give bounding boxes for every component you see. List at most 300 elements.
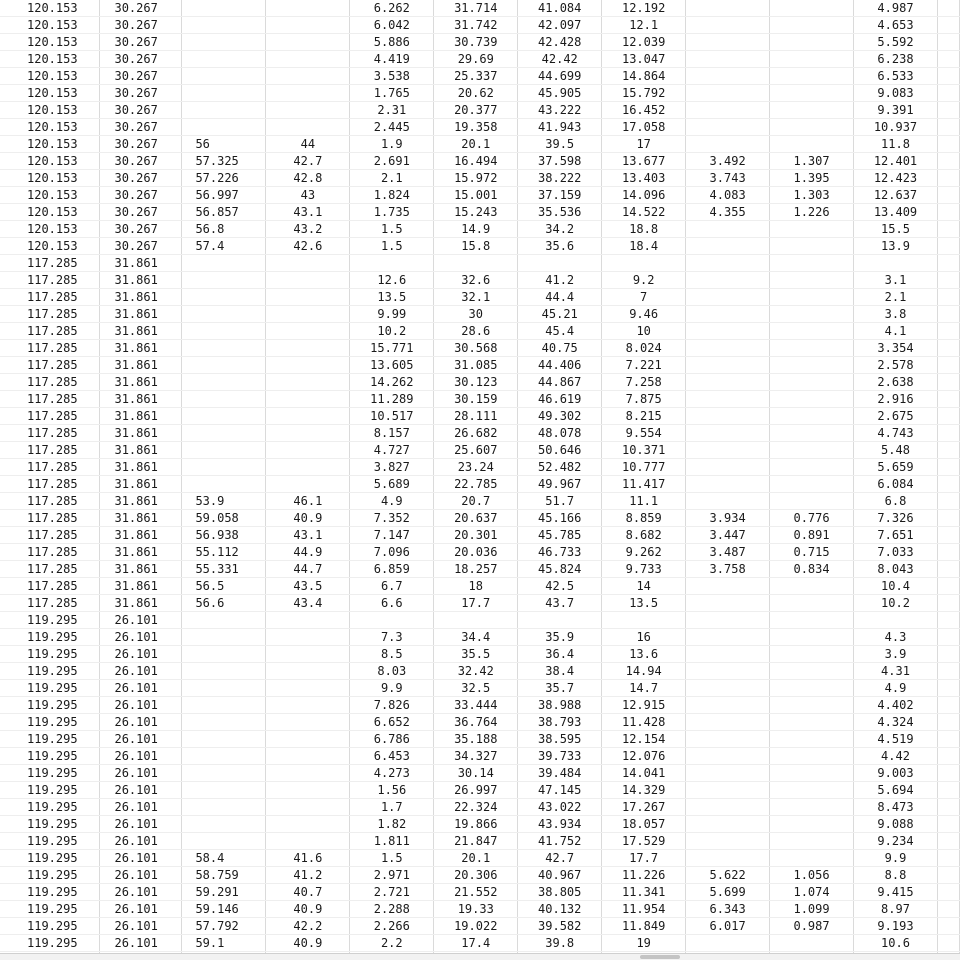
- table-cell[interactable]: [770, 85, 854, 102]
- table-cell[interactable]: [182, 799, 266, 816]
- table-cell[interactable]: [770, 51, 854, 68]
- table-cell[interactable]: 30.267: [100, 187, 182, 204]
- table-cell[interactable]: 44.867: [518, 374, 602, 391]
- table-cell[interactable]: 11.417: [602, 476, 686, 493]
- table-cell[interactable]: [937, 561, 959, 578]
- table-cell[interactable]: 26.101: [100, 765, 182, 782]
- table-cell[interactable]: 1.395: [770, 170, 854, 187]
- table-cell[interactable]: [937, 833, 959, 850]
- table-cell[interactable]: [266, 68, 350, 85]
- table-cell[interactable]: [182, 340, 266, 357]
- table-cell[interactable]: [518, 255, 602, 272]
- table-cell[interactable]: [937, 510, 959, 527]
- table-cell[interactable]: 9.083: [854, 85, 938, 102]
- table-cell[interactable]: 31.861: [100, 323, 182, 340]
- table-cell[interactable]: 4.355: [686, 204, 770, 221]
- table-cell[interactable]: 20.301: [434, 527, 518, 544]
- table-cell[interactable]: [686, 799, 770, 816]
- table-cell[interactable]: 3.492: [686, 153, 770, 170]
- table-cell[interactable]: 14: [602, 578, 686, 595]
- table-cell[interactable]: [937, 493, 959, 510]
- table-cell[interactable]: 31.861: [100, 459, 182, 476]
- table-cell[interactable]: 28.111: [434, 408, 518, 425]
- table-cell[interactable]: 26.101: [100, 680, 182, 697]
- table-cell[interactable]: [686, 765, 770, 782]
- table-cell[interactable]: [266, 51, 350, 68]
- table-cell[interactable]: 6.8: [854, 493, 938, 510]
- table-cell[interactable]: [182, 51, 266, 68]
- table-cell[interactable]: 14.041: [602, 765, 686, 782]
- table-cell[interactable]: 29.69: [434, 51, 518, 68]
- table-cell[interactable]: 120.153: [0, 102, 100, 119]
- table-cell[interactable]: [182, 816, 266, 833]
- table-cell[interactable]: 56.6: [182, 595, 266, 612]
- table-cell[interactable]: 117.285: [0, 442, 100, 459]
- table-cell[interactable]: [937, 697, 959, 714]
- table-cell[interactable]: 44.699: [518, 68, 602, 85]
- table-cell[interactable]: 38.793: [518, 714, 602, 731]
- table-cell[interactable]: [182, 612, 266, 629]
- table-cell[interactable]: [854, 255, 938, 272]
- table-cell[interactable]: [937, 255, 959, 272]
- table-cell[interactable]: 3.8: [854, 306, 938, 323]
- table-cell[interactable]: [182, 697, 266, 714]
- table-cell[interactable]: 4.42: [854, 748, 938, 765]
- table-cell[interactable]: 35.536: [518, 204, 602, 221]
- table-cell[interactable]: [686, 102, 770, 119]
- table-cell[interactable]: 39.5: [518, 136, 602, 153]
- table-cell[interactable]: [266, 340, 350, 357]
- table-cell[interactable]: 40.7: [266, 884, 350, 901]
- table-cell[interactable]: 20.637: [434, 510, 518, 527]
- table-cell[interactable]: [686, 493, 770, 510]
- table-cell[interactable]: 19: [602, 935, 686, 952]
- table-cell[interactable]: [937, 442, 959, 459]
- table-cell[interactable]: 37.159: [518, 187, 602, 204]
- table-cell[interactable]: 20.62: [434, 85, 518, 102]
- table-cell[interactable]: 9.99: [350, 306, 434, 323]
- table-cell[interactable]: 7.326: [854, 510, 938, 527]
- table-cell[interactable]: 1.099: [770, 901, 854, 918]
- table-cell[interactable]: 26.101: [100, 918, 182, 935]
- table-cell[interactable]: 30.267: [100, 51, 182, 68]
- table-cell[interactable]: [182, 374, 266, 391]
- table-cell[interactable]: [937, 238, 959, 255]
- table-cell[interactable]: 26.101: [100, 731, 182, 748]
- table-cell[interactable]: 30.267: [100, 153, 182, 170]
- table-cell[interactable]: 1.307: [770, 153, 854, 170]
- table-cell[interactable]: 25.607: [434, 442, 518, 459]
- table-cell[interactable]: 14.262: [350, 374, 434, 391]
- table-cell[interactable]: 117.285: [0, 510, 100, 527]
- table-cell[interactable]: [182, 629, 266, 646]
- table-cell[interactable]: 45.4: [518, 323, 602, 340]
- table-cell[interactable]: 38.222: [518, 170, 602, 187]
- table-cell[interactable]: 6.343: [686, 901, 770, 918]
- table-cell[interactable]: 19.022: [434, 918, 518, 935]
- table-cell[interactable]: [266, 374, 350, 391]
- table-cell[interactable]: [686, 306, 770, 323]
- table-cell[interactable]: [770, 442, 854, 459]
- table-cell[interactable]: 117.285: [0, 578, 100, 595]
- table-cell[interactable]: [686, 425, 770, 442]
- table-cell[interactable]: 43.934: [518, 816, 602, 833]
- table-cell[interactable]: [770, 289, 854, 306]
- table-cell[interactable]: 26.101: [100, 748, 182, 765]
- table-cell[interactable]: 14.864: [602, 68, 686, 85]
- table-cell[interactable]: [686, 476, 770, 493]
- table-cell[interactable]: [266, 408, 350, 425]
- table-cell[interactable]: 15.5: [854, 221, 938, 238]
- table-cell[interactable]: [937, 153, 959, 170]
- table-cell[interactable]: 40.132: [518, 901, 602, 918]
- table-cell[interactable]: 1.7: [350, 799, 434, 816]
- table-cell[interactable]: [937, 629, 959, 646]
- table-cell[interactable]: 31.861: [100, 306, 182, 323]
- table-cell[interactable]: [686, 119, 770, 136]
- table-cell[interactable]: [266, 255, 350, 272]
- table-cell[interactable]: 30.267: [100, 68, 182, 85]
- table-cell[interactable]: 30.267: [100, 102, 182, 119]
- table-cell[interactable]: 45.785: [518, 527, 602, 544]
- table-cell[interactable]: [686, 714, 770, 731]
- table-cell[interactable]: 40.9: [266, 901, 350, 918]
- table-cell[interactable]: 19.33: [434, 901, 518, 918]
- table-cell[interactable]: [937, 867, 959, 884]
- table-cell[interactable]: [770, 833, 854, 850]
- table-cell[interactable]: 13.677: [602, 153, 686, 170]
- table-cell[interactable]: 30.267: [100, 221, 182, 238]
- table-cell[interactable]: [182, 68, 266, 85]
- table-cell[interactable]: 44: [266, 136, 350, 153]
- table-cell[interactable]: 120.153: [0, 17, 100, 34]
- table-cell[interactable]: 34.4: [434, 629, 518, 646]
- table-cell[interactable]: 39.8: [518, 935, 602, 952]
- table-cell[interactable]: 31.085: [434, 357, 518, 374]
- table-cell[interactable]: 9.193: [854, 918, 938, 935]
- table-cell[interactable]: 31.861: [100, 391, 182, 408]
- table-cell[interactable]: 3.1: [854, 272, 938, 289]
- table-cell[interactable]: 12.1: [602, 17, 686, 34]
- table-cell[interactable]: [266, 17, 350, 34]
- table-cell[interactable]: [686, 255, 770, 272]
- table-cell[interactable]: 11.428: [602, 714, 686, 731]
- table-cell[interactable]: 49.967: [518, 476, 602, 493]
- table-cell[interactable]: [686, 731, 770, 748]
- table-cell[interactable]: 7.352: [350, 510, 434, 527]
- table-cell[interactable]: 16.452: [602, 102, 686, 119]
- table-cell[interactable]: 39.582: [518, 918, 602, 935]
- table-cell[interactable]: 120.153: [0, 0, 100, 17]
- table-cell[interactable]: 117.285: [0, 561, 100, 578]
- table-cell[interactable]: 23.24: [434, 459, 518, 476]
- table-cell[interactable]: 117.285: [0, 493, 100, 510]
- table-cell[interactable]: [770, 238, 854, 255]
- table-cell[interactable]: 38.988: [518, 697, 602, 714]
- table-cell[interactable]: 20.306: [434, 867, 518, 884]
- table-cell[interactable]: 8.473: [854, 799, 938, 816]
- table-cell[interactable]: [266, 629, 350, 646]
- table-cell[interactable]: [937, 612, 959, 629]
- table-cell[interactable]: [770, 119, 854, 136]
- table-cell[interactable]: 117.285: [0, 408, 100, 425]
- table-cell[interactable]: 16: [602, 629, 686, 646]
- table-cell[interactable]: 31.861: [100, 425, 182, 442]
- table-cell[interactable]: 46.733: [518, 544, 602, 561]
- table-cell[interactable]: [686, 0, 770, 17]
- table-cell[interactable]: [937, 357, 959, 374]
- table-cell[interactable]: 13.5: [350, 289, 434, 306]
- table-cell[interactable]: 12.423: [854, 170, 938, 187]
- table-cell[interactable]: [770, 255, 854, 272]
- table-cell[interactable]: 9.088: [854, 816, 938, 833]
- table-cell[interactable]: 42.8: [266, 170, 350, 187]
- table-cell[interactable]: [686, 238, 770, 255]
- table-cell[interactable]: [686, 272, 770, 289]
- table-cell[interactable]: [937, 323, 959, 340]
- table-cell[interactable]: 0.715: [770, 544, 854, 561]
- table-cell[interactable]: 26.101: [100, 697, 182, 714]
- table-cell[interactable]: 0.834: [770, 561, 854, 578]
- table-cell[interactable]: 41.2: [266, 867, 350, 884]
- table-cell[interactable]: [937, 306, 959, 323]
- table-cell[interactable]: 31.861: [100, 493, 182, 510]
- table-cell[interactable]: 13.047: [602, 51, 686, 68]
- table-cell[interactable]: [182, 833, 266, 850]
- table-cell[interactable]: 0.776: [770, 510, 854, 527]
- table-cell[interactable]: [182, 748, 266, 765]
- table-cell[interactable]: 12.915: [602, 697, 686, 714]
- table-cell[interactable]: [937, 272, 959, 289]
- table-cell[interactable]: 8.8: [854, 867, 938, 884]
- table-cell[interactable]: [770, 799, 854, 816]
- table-cell[interactable]: 12.076: [602, 748, 686, 765]
- table-cell[interactable]: 119.295: [0, 680, 100, 697]
- table-cell[interactable]: 11.849: [602, 918, 686, 935]
- table-cell[interactable]: 59.146: [182, 901, 266, 918]
- table-cell[interactable]: 14.7: [602, 680, 686, 697]
- table-cell[interactable]: 11.8: [854, 136, 938, 153]
- table-cell[interactable]: [937, 714, 959, 731]
- table-cell[interactable]: 38.805: [518, 884, 602, 901]
- table-cell[interactable]: 4.653: [854, 17, 938, 34]
- table-cell[interactable]: 117.285: [0, 391, 100, 408]
- table-cell[interactable]: [266, 646, 350, 663]
- table-cell[interactable]: 117.285: [0, 425, 100, 442]
- table-cell[interactable]: [854, 612, 938, 629]
- table-cell[interactable]: 57.4: [182, 238, 266, 255]
- scrollbar-thumb[interactable]: [640, 955, 680, 959]
- table-cell[interactable]: [937, 85, 959, 102]
- table-cell[interactable]: 26.101: [100, 833, 182, 850]
- table-cell[interactable]: 0.987: [770, 918, 854, 935]
- table-cell[interactable]: 31.861: [100, 544, 182, 561]
- table-cell[interactable]: 57.226: [182, 170, 266, 187]
- table-cell[interactable]: 9.391: [854, 102, 938, 119]
- table-cell[interactable]: 30.267: [100, 170, 182, 187]
- table-cell[interactable]: [182, 0, 266, 17]
- table-cell[interactable]: 15.972: [434, 170, 518, 187]
- table-cell[interactable]: 49.302: [518, 408, 602, 425]
- table-cell[interactable]: 13.605: [350, 357, 434, 374]
- table-cell[interactable]: [937, 391, 959, 408]
- table-cell[interactable]: 9.46: [602, 306, 686, 323]
- table-cell[interactable]: 2.2: [350, 935, 434, 952]
- table-cell[interactable]: 44.9: [266, 544, 350, 561]
- table-cell[interactable]: 6.084: [854, 476, 938, 493]
- table-cell[interactable]: 2.445: [350, 119, 434, 136]
- table-cell[interactable]: 3.827: [350, 459, 434, 476]
- table-cell[interactable]: [266, 85, 350, 102]
- table-cell[interactable]: 120.153: [0, 170, 100, 187]
- table-cell[interactable]: 53.9: [182, 493, 266, 510]
- table-cell[interactable]: 22.324: [434, 799, 518, 816]
- table-cell[interactable]: [266, 289, 350, 306]
- table-cell[interactable]: [937, 731, 959, 748]
- table-cell[interactable]: 26.101: [100, 714, 182, 731]
- table-cell[interactable]: 43.2: [266, 221, 350, 238]
- table-cell[interactable]: 11.341: [602, 884, 686, 901]
- table-cell[interactable]: 4.419: [350, 51, 434, 68]
- table-cell[interactable]: 42.7: [518, 850, 602, 867]
- table-cell[interactable]: 8.859: [602, 510, 686, 527]
- table-cell[interactable]: [182, 476, 266, 493]
- table-cell[interactable]: [686, 391, 770, 408]
- table-cell[interactable]: 18.4: [602, 238, 686, 255]
- table-cell[interactable]: [602, 255, 686, 272]
- table-cell[interactable]: 57.792: [182, 918, 266, 935]
- table-cell[interactable]: 35.6: [518, 238, 602, 255]
- table-cell[interactable]: 6.6: [350, 595, 434, 612]
- table-cell[interactable]: 2.1: [350, 170, 434, 187]
- table-cell[interactable]: [182, 272, 266, 289]
- table-cell[interactable]: 6.262: [350, 0, 434, 17]
- table-cell[interactable]: 4.9: [350, 493, 434, 510]
- table-cell[interactable]: 30.267: [100, 34, 182, 51]
- table-cell[interactable]: [937, 187, 959, 204]
- table-cell[interactable]: [770, 816, 854, 833]
- table-cell[interactable]: 10.2: [350, 323, 434, 340]
- table-cell[interactable]: 19.358: [434, 119, 518, 136]
- table-cell[interactable]: 9.733: [602, 561, 686, 578]
- table-cell[interactable]: [686, 816, 770, 833]
- table-cell[interactable]: 59.058: [182, 510, 266, 527]
- table-cell[interactable]: 31.861: [100, 595, 182, 612]
- table-cell[interactable]: [686, 459, 770, 476]
- table-cell[interactable]: 34.2: [518, 221, 602, 238]
- table-cell[interactable]: 6.7: [350, 578, 434, 595]
- table-cell[interactable]: [770, 34, 854, 51]
- table-cell[interactable]: 44.406: [518, 357, 602, 374]
- table-cell[interactable]: [266, 459, 350, 476]
- table-cell[interactable]: [266, 680, 350, 697]
- table-cell[interactable]: [686, 68, 770, 85]
- table-cell[interactable]: 1.82: [350, 816, 434, 833]
- table-cell[interactable]: [266, 0, 350, 17]
- table-cell[interactable]: [182, 323, 266, 340]
- table-cell[interactable]: 56.997: [182, 187, 266, 204]
- table-cell[interactable]: [182, 255, 266, 272]
- table-cell[interactable]: [182, 357, 266, 374]
- table-cell[interactable]: 1.56: [350, 782, 434, 799]
- table-cell[interactable]: 26.101: [100, 935, 182, 952]
- table-cell[interactable]: 8.024: [602, 340, 686, 357]
- table-cell[interactable]: [937, 289, 959, 306]
- table-cell[interactable]: 18.057: [602, 816, 686, 833]
- table-cell[interactable]: 38.595: [518, 731, 602, 748]
- table-cell[interactable]: [266, 782, 350, 799]
- table-cell[interactable]: 2.578: [854, 357, 938, 374]
- table-cell[interactable]: [937, 901, 959, 918]
- table-cell[interactable]: 4.273: [350, 765, 434, 782]
- table-cell[interactable]: [770, 595, 854, 612]
- table-cell[interactable]: 26.101: [100, 799, 182, 816]
- table-cell[interactable]: 30.267: [100, 238, 182, 255]
- table-cell[interactable]: 1.824: [350, 187, 434, 204]
- table-cell[interactable]: 10.517: [350, 408, 434, 425]
- table-cell[interactable]: 17.4: [434, 935, 518, 952]
- table-cell[interactable]: 0.891: [770, 527, 854, 544]
- table-cell[interactable]: 10.371: [602, 442, 686, 459]
- table-cell[interactable]: 3.934: [686, 510, 770, 527]
- table-cell[interactable]: 31.861: [100, 272, 182, 289]
- table-cell[interactable]: 120.153: [0, 34, 100, 51]
- table-cell[interactable]: 5.659: [854, 459, 938, 476]
- table-cell[interactable]: 7.033: [854, 544, 938, 561]
- table-cell[interactable]: 120.153: [0, 187, 100, 204]
- table-cell[interactable]: [686, 612, 770, 629]
- table-cell[interactable]: 1.056: [770, 867, 854, 884]
- table-cell[interactable]: 1.5: [350, 238, 434, 255]
- table-cell[interactable]: 43: [266, 187, 350, 204]
- table-cell[interactable]: [686, 374, 770, 391]
- table-cell[interactable]: 31.861: [100, 374, 182, 391]
- table-cell[interactable]: 6.786: [350, 731, 434, 748]
- table-cell[interactable]: 120.153: [0, 85, 100, 102]
- table-cell[interactable]: [266, 442, 350, 459]
- table-cell[interactable]: 26.101: [100, 663, 182, 680]
- table-cell[interactable]: [182, 289, 266, 306]
- table-cell[interactable]: [937, 799, 959, 816]
- table-cell[interactable]: [182, 765, 266, 782]
- table-cell[interactable]: 117.285: [0, 323, 100, 340]
- table-cell[interactable]: 119.295: [0, 816, 100, 833]
- table-cell[interactable]: 119.295: [0, 799, 100, 816]
- table-cell[interactable]: 10.6: [854, 935, 938, 952]
- table-cell[interactable]: [770, 476, 854, 493]
- table-cell[interactable]: 5.699: [686, 884, 770, 901]
- table-cell[interactable]: [182, 782, 266, 799]
- table-cell[interactable]: 18: [434, 578, 518, 595]
- table-cell[interactable]: 4.987: [854, 0, 938, 17]
- table-cell[interactable]: 9.234: [854, 833, 938, 850]
- table-cell[interactable]: [937, 935, 959, 952]
- table-cell[interactable]: 33.444: [434, 697, 518, 714]
- table-cell[interactable]: 31.861: [100, 578, 182, 595]
- table-cell[interactable]: [770, 391, 854, 408]
- table-cell[interactable]: 120.153: [0, 204, 100, 221]
- table-cell[interactable]: 21.847: [434, 833, 518, 850]
- table-cell[interactable]: 45.166: [518, 510, 602, 527]
- table-cell[interactable]: 9.2: [602, 272, 686, 289]
- table-cell[interactable]: 19.866: [434, 816, 518, 833]
- table-cell[interactable]: 58.4: [182, 850, 266, 867]
- table-cell[interactable]: 6.042: [350, 17, 434, 34]
- table-cell[interactable]: [937, 527, 959, 544]
- table-cell[interactable]: [937, 544, 959, 561]
- table-cell[interactable]: 42.428: [518, 34, 602, 51]
- table-cell[interactable]: 31.861: [100, 442, 182, 459]
